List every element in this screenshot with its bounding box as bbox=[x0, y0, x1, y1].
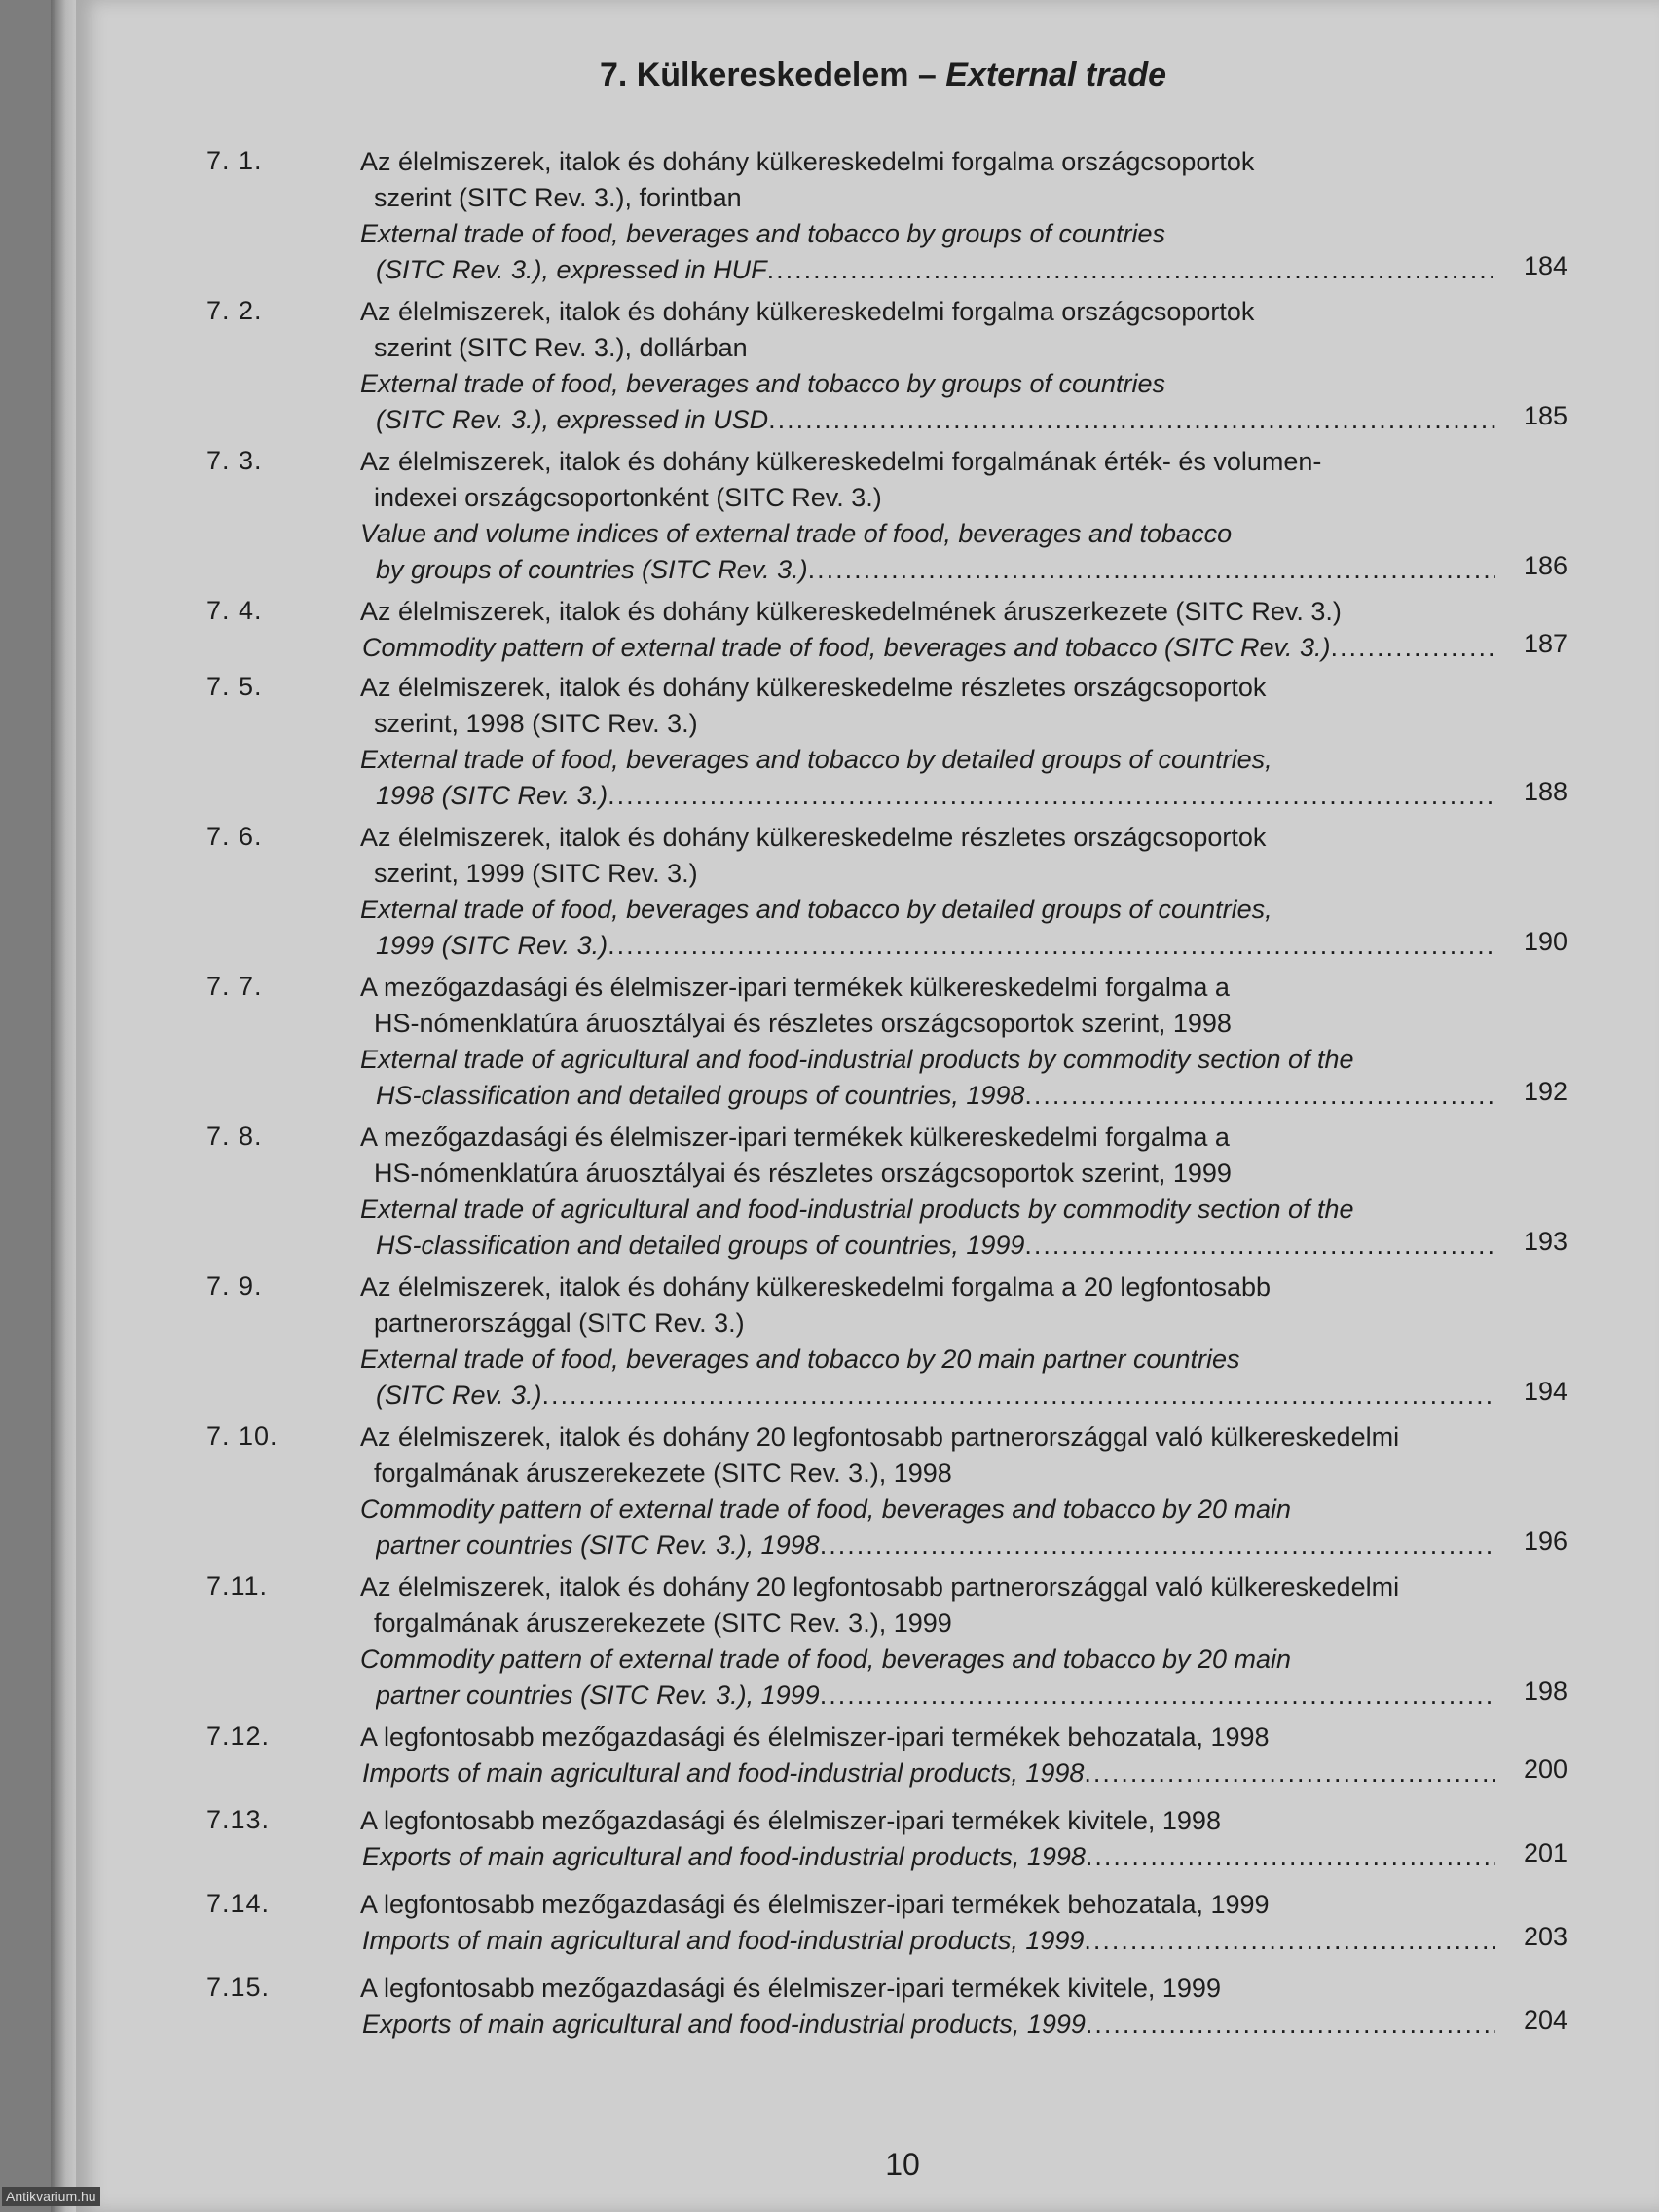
entry-number: 7.15. bbox=[206, 1972, 271, 2002]
entry-title-en: Imports of main agricultural and food-industrial products, 1998 bbox=[362, 1758, 1085, 1788]
entry-title-hu: Az élelmiszerek, italok és dohány 20 legfontosabb partnerországgal való külkereskedelmi bbox=[360, 1422, 1400, 1452]
entry-title-hu: partnerországgal (SITC Rev. 3.) bbox=[374, 1309, 745, 1338]
page-title bbox=[0, 56, 1659, 94]
leader-dots bbox=[767, 252, 1495, 287]
page-edge bbox=[51, 0, 76, 2212]
entry-title-hu: Az élelmiszerek, italok és dohány külkereskedelmi forgalma országcsoportok bbox=[360, 147, 1255, 176]
dot-leader bbox=[376, 1378, 1495, 1413]
entry-page-number: 204 bbox=[1523, 2006, 1567, 2035]
entry-title-hu: szerint (SITC Rev. 3.), dollárban bbox=[374, 333, 748, 362]
entry-title-hu: HS-nómenklatúra áruosztályai és részletes országcsoportok szerint, 1999 bbox=[374, 1159, 1232, 1188]
watermark: Antikvarium.hu bbox=[2, 2187, 100, 2206]
entry-title-hu: A legfontosabb mezőgazdasági és élelmiszer-ipari termékek behozatala, 1999 bbox=[360, 1890, 1270, 1919]
leader-dots bbox=[1084, 1755, 1495, 1790]
entry-title-hu: forgalmának áruszerekezete (SITC Rev. 3.), 1999 bbox=[374, 1608, 952, 1638]
entry-page-number: 190 bbox=[1523, 927, 1567, 956]
entry-number: 7. 3. bbox=[206, 446, 263, 475]
entry-title-hu: Az élelmiszerek, italok és dohány külkereskedelmi forgalma országcsoportok bbox=[360, 297, 1255, 326]
entry-number: 7. 6. bbox=[206, 822, 263, 851]
entry-title-en: External trade of food, beverages and tobacco by detailed groups of countries, bbox=[360, 745, 1272, 774]
title-hungarian: 7. Külkereskedelem – bbox=[599, 56, 937, 93]
entry-title-hu: Az élelmiszerek, italok és dohány külkereskedelme részletes országcsoportok bbox=[360, 673, 1267, 702]
entry-title-en: External trade of food, beverages and tobacco by 20 main partner countries bbox=[360, 1345, 1240, 1374]
entry-title-en: External trade of food, beverages and tobacco by detailed groups of countries, bbox=[360, 895, 1272, 924]
entry-title-en: Exports of main agricultural and food-industrial products, 1998 bbox=[362, 1842, 1086, 1871]
leader-dots bbox=[1024, 1078, 1495, 1113]
entry-number: 7. 10. bbox=[206, 1421, 278, 1451]
entry-number: 7. 8. bbox=[206, 1122, 263, 1151]
entry-page-number: 193 bbox=[1523, 1227, 1567, 1256]
page-number: 10 bbox=[885, 2147, 920, 2182]
entry-title-hu: A mezőgazdasági és élelmiszer-ipari termékek külkereskedelmi forgalma a bbox=[360, 973, 1230, 1002]
entry-title-en: Exports of main agricultural and food-industrial products, 1999 bbox=[362, 2009, 1086, 2039]
leader-dots bbox=[1086, 2007, 1495, 2042]
entry-title-en: (SITC Rev. 3.), expressed in HUF bbox=[376, 255, 767, 284]
leader-dots bbox=[542, 1378, 1495, 1413]
entry-title-en: External trade of agricultural and food-industrial products by commodity section of the bbox=[360, 1195, 1354, 1224]
entry-title-en: by groups of countries (SITC Rev. 3.) bbox=[376, 555, 808, 584]
entry-title-hu: indexei országcsoportonként (SITC Rev. 3.) bbox=[374, 483, 882, 512]
entry-number: 7.14. bbox=[206, 1889, 271, 1918]
entry-title-hu: HS-nómenklatúra áruosztályai és részletes országcsoportok szerint, 1998 bbox=[374, 1009, 1232, 1038]
entry-number: 7. 7. bbox=[206, 972, 263, 1001]
entry-number: 7. 9. bbox=[206, 1272, 263, 1301]
entry-title-en: 1999 (SITC Rev. 3.) bbox=[376, 931, 608, 960]
entry-title-en: Imports of main agricultural and food-industrial products, 1999 bbox=[362, 1926, 1085, 1955]
leader-dots bbox=[608, 778, 1495, 813]
entry-title-hu: szerint (SITC Rev. 3.), forintban bbox=[374, 183, 742, 212]
entry-title-hu: szerint, 1998 (SITC Rev. 3.) bbox=[374, 709, 698, 738]
entry-title-en: partner countries (SITC Rev. 3.), 1998 bbox=[376, 1530, 820, 1560]
entry-title-en: External trade of food, beverages and tobacco by groups of countries bbox=[360, 369, 1166, 398]
entry-page-number: 185 bbox=[1523, 401, 1567, 430]
entry-title-hu: A mezőgazdasági és élelmiszer-ipari termékek külkereskedelmi forgalma a bbox=[360, 1123, 1230, 1152]
entry-page-number: 198 bbox=[1523, 1677, 1567, 1706]
entry-title-en: Value and volume indices of external trade of food, beverages and tobacco bbox=[360, 519, 1233, 548]
entry-page-number: 184 bbox=[1523, 251, 1567, 280]
leader-dots bbox=[820, 1677, 1495, 1713]
entry-title-hu: Az élelmiszerek, italok és dohány külkereskedelmének áruszerkezete (SITC Rev. 3.) bbox=[360, 597, 1342, 626]
dot-leader bbox=[376, 552, 1495, 587]
dot-leader bbox=[376, 1228, 1495, 1263]
leader-dots bbox=[768, 402, 1495, 437]
entry-title-en: (SITC Rev. 3.), expressed in USD bbox=[376, 405, 769, 434]
entry-number: 7.13. bbox=[206, 1805, 271, 1834]
title-english: External trade bbox=[945, 56, 1167, 93]
leader-dots bbox=[1331, 630, 1495, 665]
entry-number: 7.11. bbox=[206, 1571, 269, 1601]
entry-title-hu: forgalmának áruszerekezete (SITC Rev. 3.), 1998 bbox=[374, 1458, 952, 1488]
entry-title-en: HS-classification and detailed groups of countries, 1998 bbox=[376, 1081, 1025, 1110]
entry-title-en: 1998 (SITC Rev. 3.) bbox=[376, 781, 608, 810]
dot-leader bbox=[376, 252, 1495, 287]
entry-number: 7. 5. bbox=[206, 672, 263, 701]
entry-number: 7. 4. bbox=[206, 596, 263, 625]
entry-number: 7. 2. bbox=[206, 296, 263, 325]
entry-page-number: 201 bbox=[1523, 1838, 1567, 1867]
leader-dots bbox=[608, 928, 1495, 963]
dot-leader bbox=[362, 630, 1495, 665]
leader-dots bbox=[1024, 1228, 1495, 1263]
entry-title-en: Commodity pattern of external trade of food, beverages and tobacco (SITC Rev. 3.) bbox=[362, 633, 1331, 662]
entry-title-hu: A legfontosabb mezőgazdasági és élelmiszer-ipari termékek kivitele, 1998 bbox=[360, 1806, 1221, 1835]
dot-leader bbox=[376, 402, 1495, 437]
entry-page-number: 196 bbox=[1523, 1527, 1567, 1556]
entry-title-en: (SITC Rev. 3.) bbox=[376, 1381, 542, 1410]
leader-dots bbox=[808, 552, 1495, 587]
entry-title-en: External trade of food, beverages and tobacco by groups of countries bbox=[360, 219, 1166, 248]
entry-title-en: HS-classification and detailed groups of countries, 1999 bbox=[376, 1231, 1025, 1260]
entry-page-number: 186 bbox=[1523, 551, 1567, 580]
entry-page-number: 188 bbox=[1523, 777, 1567, 806]
entry-title-hu: Az élelmiszerek, italok és dohány külkereskedelme részletes országcsoportok bbox=[360, 823, 1267, 852]
leader-dots bbox=[1084, 1923, 1495, 1958]
entry-page-number: 194 bbox=[1523, 1377, 1567, 1406]
leader-dots bbox=[1086, 1839, 1495, 1874]
entry-page-number: 200 bbox=[1523, 1754, 1567, 1784]
entry-title-en: External trade of agricultural and food-industrial products by commodity section of the bbox=[360, 1045, 1354, 1074]
entry-page-number: 192 bbox=[1523, 1077, 1567, 1106]
dot-leader bbox=[362, 1755, 1495, 1790]
entry-title-en: partner countries (SITC Rev. 3.), 1999 bbox=[376, 1680, 820, 1710]
entry-title-hu: Az élelmiszerek, italok és dohány külkereskedelmi forgalma a 20 legfontosabb bbox=[360, 1272, 1271, 1302]
entry-title-hu: A legfontosabb mezőgazdasági és élelmiszer-ipari termékek kivitele, 1999 bbox=[360, 1973, 1221, 2003]
dot-leader bbox=[362, 1923, 1495, 1958]
entry-title-en: Commodity pattern of external trade of food, beverages and tobacco by 20 main bbox=[360, 1494, 1292, 1524]
entry-title-hu: Az élelmiszerek, italok és dohány 20 legfontosabb partnerországgal való külkereskedelmi bbox=[360, 1572, 1400, 1602]
entry-title-hu: szerint, 1999 (SITC Rev. 3.) bbox=[374, 859, 698, 888]
entry-title-hu: A legfontosabb mezőgazdasági és élelmiszer-ipari termékek behozatala, 1998 bbox=[360, 1722, 1270, 1751]
dot-leader bbox=[376, 928, 1495, 963]
dot-leader bbox=[376, 1078, 1495, 1113]
dot-leader bbox=[376, 1528, 1495, 1563]
dot-leader bbox=[376, 778, 1495, 813]
leader-dots bbox=[820, 1528, 1495, 1563]
entry-page-number: 203 bbox=[1523, 1922, 1567, 1951]
entry-number: 7. 1. bbox=[206, 146, 263, 175]
dot-leader bbox=[376, 1677, 1495, 1713]
dot-leader bbox=[362, 2007, 1495, 2042]
entry-title-en: Commodity pattern of external trade of food, beverages and tobacco by 20 main bbox=[360, 1644, 1292, 1674]
dot-leader bbox=[362, 1839, 1495, 1874]
entry-page-number: 187 bbox=[1523, 629, 1567, 658]
entry-title-hu: Az élelmiszerek, italok és dohány külkereskedelmi forgalmának érték- és volumen- bbox=[360, 447, 1322, 476]
entry-number: 7.12. bbox=[206, 1721, 271, 1751]
